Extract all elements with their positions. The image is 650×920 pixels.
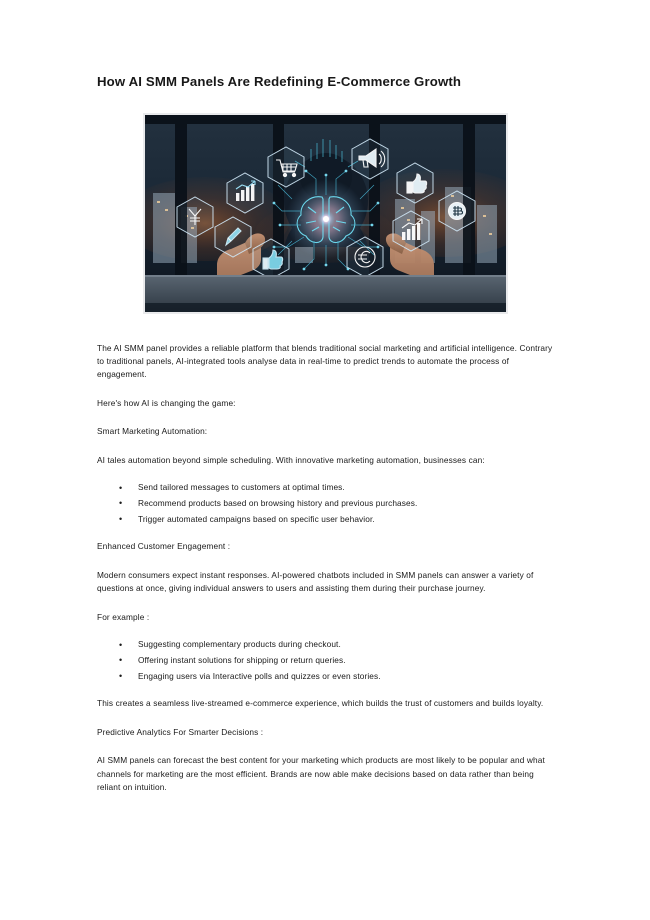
paragraph-intro: The AI SMM panel provides a reliable platform that blends traditional social marketing and artificial intelligence. Contrary to traditional panels, AI-integrated tools analyse data in real-time to predict trends to automate the process of engagement.	[97, 342, 553, 380]
paragraph-predictive: AI SMM panels can forecast the best content for your marketing which products are most likely to be popular and what channels for marketing are the most efficient. Brands are now able make decisions based on data rather than being reliant on intuition.	[97, 755, 545, 793]
paragraph-for-example: For example :	[97, 611, 150, 622]
hero-image	[143, 113, 508, 314]
subheading-engagement: Enhanced Customer Engagement :	[97, 541, 231, 552]
paragraph-seamless: This creates a seamless live-streamed e-commerce experience, which builds the trust of customers and builds loyalty.	[97, 698, 544, 709]
subheading-smart-marketing: Smart Marketing Automation:	[97, 426, 208, 437]
list-examples	[97, 637, 553, 684]
paragraph-lead-in: Here's how AI is changing the game:	[97, 397, 236, 408]
list-item: • Trigger automated campaigns based on specific user behavior.	[97, 512, 553, 528]
list-item: • Send tailored messages to customers at optimal times.	[97, 480, 553, 496]
paragraph-engagement: Modern consumers expect instant responses. AI-powered chatbots included in SMM panels can answer a variety of questions at once, giving individual answers to users and assisting them during their purchase journey.	[97, 569, 534, 594]
list-item: • Recommend products based on browsing history and previous purchases.	[97, 496, 553, 512]
subheading-predictive: Predictive Analytics For Smarter Decisions :	[97, 726, 264, 737]
hero-illustration	[145, 115, 506, 312]
list-item: • Engaging users via Interactive polls and quizzes or even stories.	[97, 669, 553, 685]
hero-image-canvas	[145, 115, 506, 312]
document-content	[97, 74, 553, 795]
page-title: How AI SMM Panels Are Redefining E-Commerce Growth	[97, 74, 462, 89]
list-item: • Offering instant solutions for shipping or return queries.	[97, 653, 553, 669]
paragraph-smart-marketing: AI tales automation beyond simple scheduling. With innovative marketing automation, businesses can:	[97, 454, 485, 465]
bitcoin-icon	[449, 202, 466, 219]
list-smart-marketing	[97, 480, 553, 527]
list-item: • Suggesting complementary products during checkout.	[97, 637, 553, 653]
